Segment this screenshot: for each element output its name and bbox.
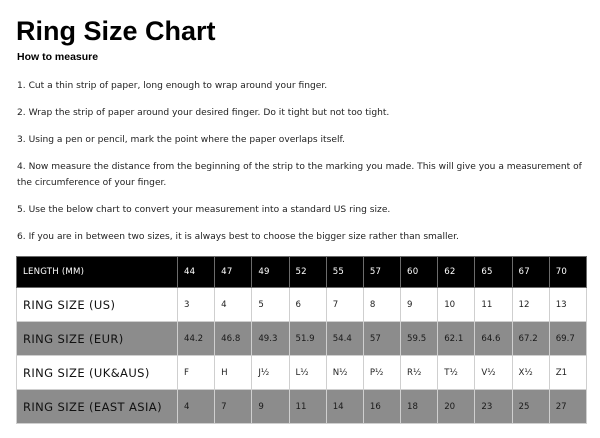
- size-cell: 51.9: [289, 322, 326, 356]
- size-cell: Z1: [549, 356, 586, 390]
- size-cell: 13: [549, 288, 586, 322]
- size-cell: 20: [438, 390, 475, 424]
- size-cell: 67.2: [512, 322, 549, 356]
- ring-size-table: [16, 256, 587, 424]
- size-cell: 11: [289, 390, 326, 424]
- size-cell: R½: [401, 356, 438, 390]
- row-label: RING SIZE (US): [17, 288, 178, 322]
- row-label: RING SIZE (EAST ASIA): [17, 390, 178, 424]
- size-cell: 62.1: [438, 322, 475, 356]
- size-cell: 69.7: [549, 322, 586, 356]
- step-1: 1. Cut a thin strip of paper, long enough to wrap around your finger.: [17, 81, 328, 91]
- size-cell: 64.6: [475, 322, 512, 356]
- size-cell: 6: [289, 288, 326, 322]
- table-row-eur: [17, 322, 587, 356]
- size-cell: 25: [512, 390, 549, 424]
- size-cell: 4: [215, 288, 252, 322]
- step-5: 5. Use the below chart to convert your measurement into a standard US ring size.: [17, 205, 391, 215]
- header-length-cell: 55: [326, 257, 363, 288]
- table-header-row: [17, 257, 587, 288]
- size-cell: 8: [363, 288, 400, 322]
- step-3: 3. Using a pen or pencil, mark the point where the paper overlaps itself.: [17, 135, 345, 145]
- size-cell: V½: [475, 356, 512, 390]
- size-cell: 12: [512, 288, 549, 322]
- row-label: RING SIZE (EUR): [17, 322, 178, 356]
- size-cell: F: [178, 356, 215, 390]
- header-length-cell: 44: [178, 257, 215, 288]
- header-length-cell: 67: [512, 257, 549, 288]
- size-cell: 4: [178, 390, 215, 424]
- header-length-cell: 70: [549, 257, 586, 288]
- size-cell: 18: [401, 390, 438, 424]
- size-cell: 11: [475, 288, 512, 322]
- size-cell: 5: [252, 288, 289, 322]
- header-length-cell: 49: [252, 257, 289, 288]
- size-cell: 9: [252, 390, 289, 424]
- size-cell: L½: [289, 356, 326, 390]
- page-title: Ring Size Chart: [16, 16, 216, 46]
- size-cell: H: [215, 356, 252, 390]
- measure-steps: [17, 78, 587, 245]
- step-4: 4. Now measure the distance from the beginning of the strip to the marking you made. This will give you a measurement of the circumference of your finger.: [17, 162, 582, 188]
- step-6: 6. If you are in between two sizes, it is always best to choose the bigger size rather than smaller.: [17, 232, 459, 242]
- size-cell: 7: [326, 288, 363, 322]
- size-cell: P½: [363, 356, 400, 390]
- how-to-measure-heading: How to measure: [17, 51, 99, 63]
- table-row-us: [17, 288, 587, 322]
- size-cell: 16: [363, 390, 400, 424]
- size-cell: 46.8: [215, 322, 252, 356]
- size-cell: 3: [178, 288, 215, 322]
- header-length-cell: 62: [438, 257, 475, 288]
- size-cell: N½: [326, 356, 363, 390]
- size-cell: 59.5: [401, 322, 438, 356]
- size-cell: 9: [401, 288, 438, 322]
- size-cell: 49.3: [252, 322, 289, 356]
- size-cell: 14: [326, 390, 363, 424]
- header-label: LENGTH (MM): [17, 257, 178, 288]
- table-row-east-asia: [17, 390, 587, 424]
- header-length-cell: 65: [475, 257, 512, 288]
- size-cell: J½: [252, 356, 289, 390]
- row-label: RING SIZE (UK&AUS): [17, 356, 178, 390]
- size-cell: 54.4: [326, 322, 363, 356]
- step-2: 2. Wrap the strip of paper around your desired finger. Do it tight but not too tight.: [17, 108, 390, 118]
- size-cell: 57: [363, 322, 400, 356]
- size-cell: 10: [438, 288, 475, 322]
- size-cell: T½: [438, 356, 475, 390]
- size-cell: 27: [549, 390, 586, 424]
- header-length-cell: 52: [289, 257, 326, 288]
- size-cell: 23: [475, 390, 512, 424]
- size-cell: 7: [215, 390, 252, 424]
- size-cell: 44.2: [178, 322, 215, 356]
- size-cell: X½: [512, 356, 549, 390]
- table-row-uk-aus: [17, 356, 587, 390]
- header-length-cell: 60: [401, 257, 438, 288]
- header-length-cell: 47: [215, 257, 252, 288]
- header-length-cell: 57: [363, 257, 400, 288]
